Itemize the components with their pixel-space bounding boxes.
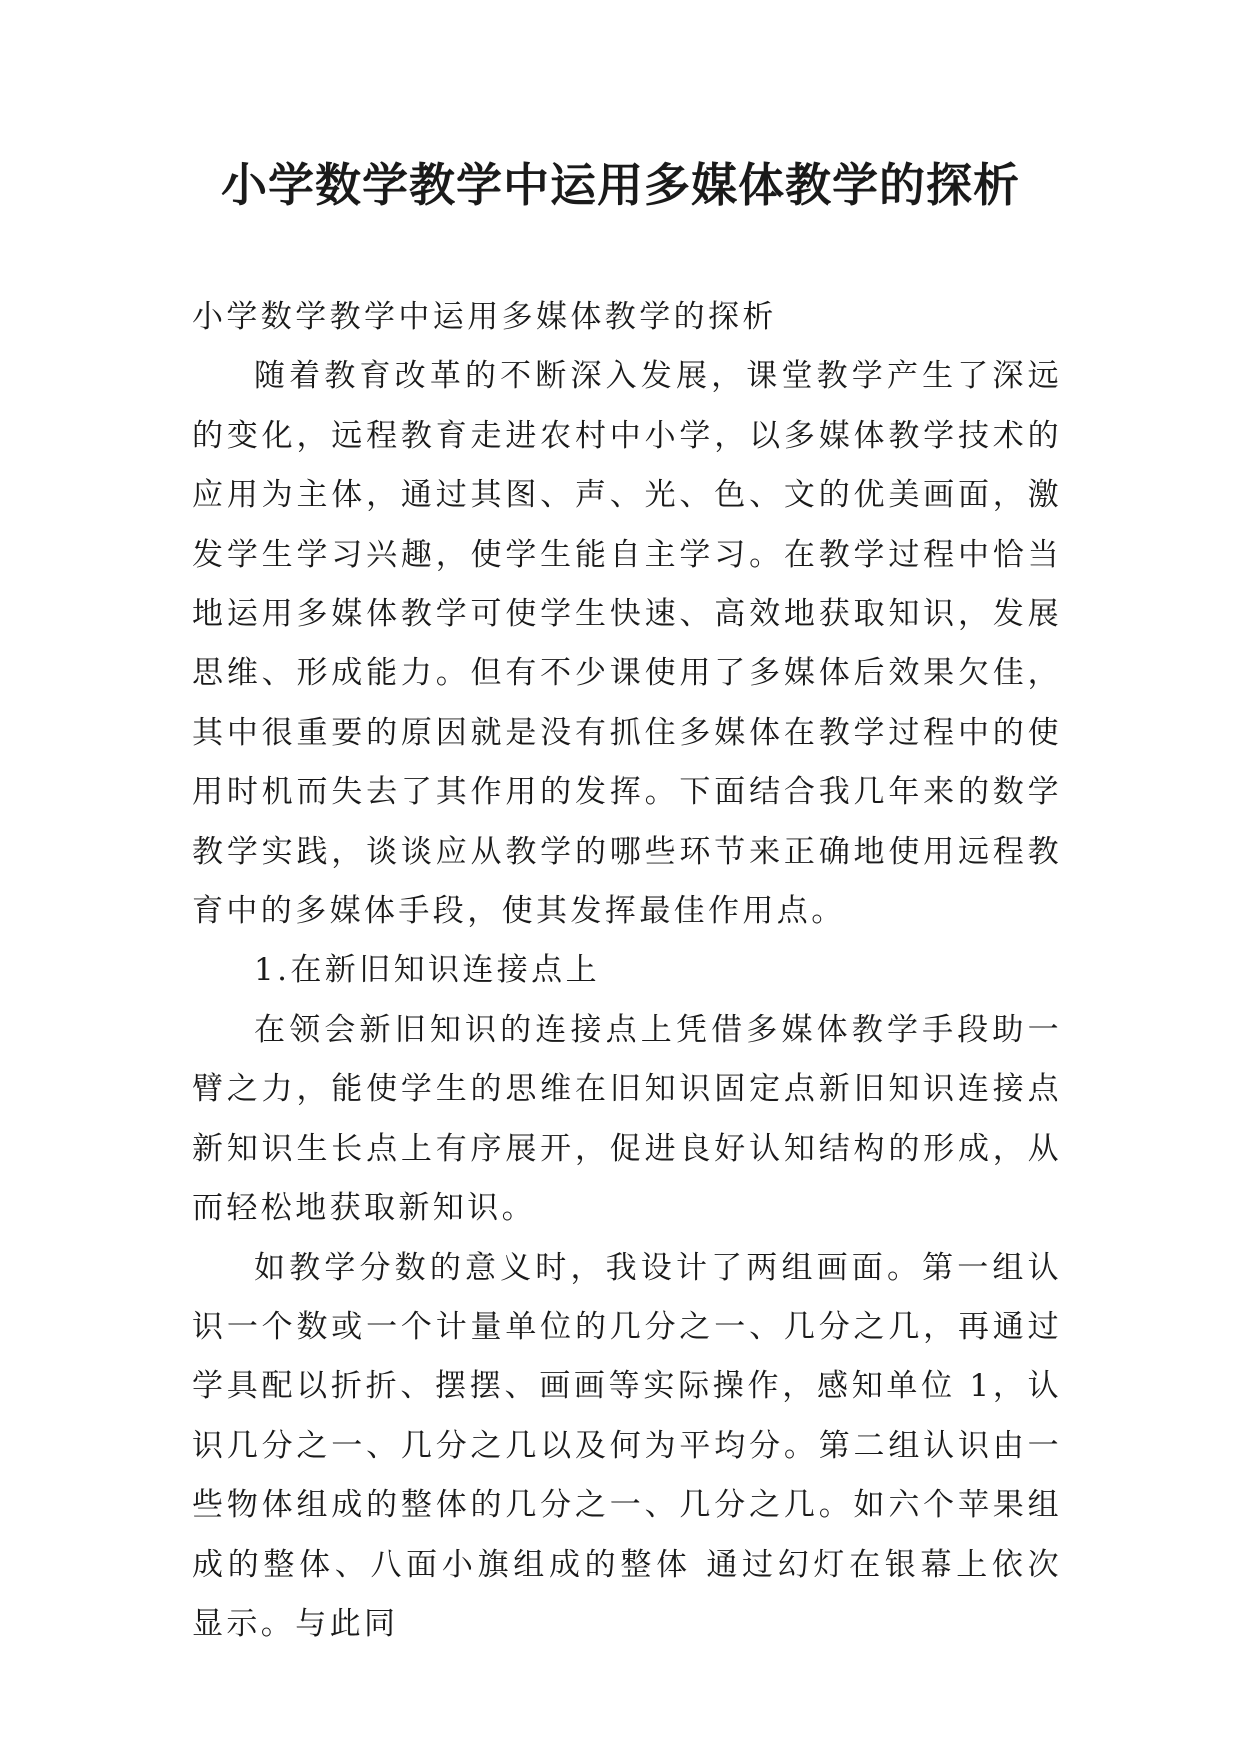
document-subtitle: 小学数学教学中运用多媒体教学的探析 <box>192 299 777 335</box>
paragraph-intro: 随着教育改革的不断深入发展，课堂教学产生了深远的变化，远程教育走进农村中小学，以多媒体教学技术的应用为主体，通过其图、声、光、色、文的优美画面，激发学生学习兴趣，使学生能自主学习。在教学过程中恰当地运用多媒体教学可使学生快速、高效地获取知识，发展思维、形成能力。但有不少课使用了多媒体后效果欠佳，其中很重要的原因就是没有抓住多媒体在教学过程中的使用时机而失去了其作用的发挥。下面结合我几年来的数学教学实践，谈谈应从教学的哪些环节来正确地使用远程教育中的多媒体手段，使其发挥最佳作用点。 <box>192 358 1062 930</box>
document-body <box>192 288 1062 1654</box>
section-heading-1: 1.在新旧知识连接点上 <box>254 952 600 989</box>
paragraph-section-1: 在领会新旧知识的连接点上凭借多媒体教学手段助一臂之力，能使学生的思维在旧知识固定点新旧知识连接点新知识生长点上有序展开，促进良好认知结构的形成，从而轻松地获取新知识。 <box>192 1011 1062 1227</box>
document-title: 小学数学教学中运用多媒体教学的探析 <box>221 158 1020 212</box>
paragraph-example: 如教学分数的意义时，我设计了两组画面。第一组认识一个数或一个计量单位的几分之一、几分之几，再通过学具配以折折、摆摆、画画等实际操作，感知单位 1，认识几分之一、几分之几以及何为平均分。第二组认识由一些物体组成的整体的几分之一、几分之几。如六个苹果组成的整体、八面小旗组成的整体 通过幻灯在银幕上依次显示。与此同 <box>192 1249 1062 1642</box>
